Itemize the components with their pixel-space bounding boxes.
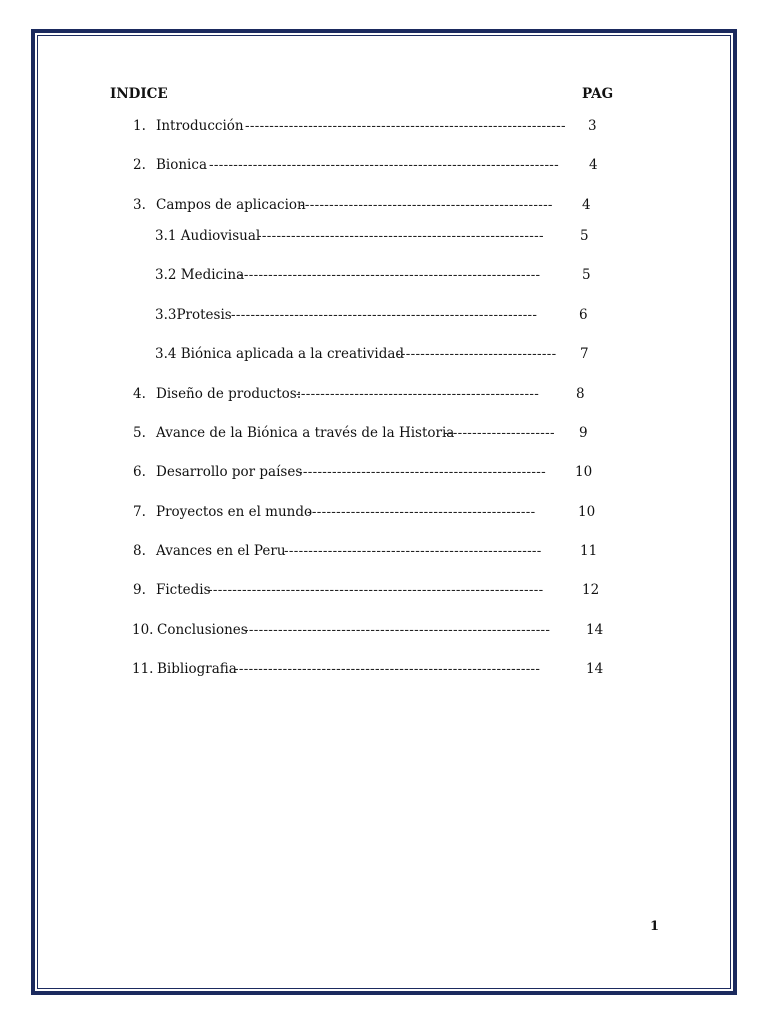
toc-entry-title: Desarrollo por países bbox=[156, 464, 303, 480]
toc-entry-title: Campos de aplicacion bbox=[156, 197, 306, 213]
toc-dot-leader: --------------------------------------------------- bbox=[298, 464, 546, 480]
toc-page-number: 7 bbox=[580, 346, 589, 362]
toc-page-number: 5 bbox=[580, 228, 589, 244]
toc-entry-9[interactable] bbox=[0, 582, 768, 602]
toc-entry-number: 1. bbox=[133, 118, 146, 134]
toc-dot-leader: ---------------------------------------------------- bbox=[300, 197, 553, 213]
toc-page-number: 14 bbox=[586, 622, 604, 638]
toc-entry-3-3[interactable] bbox=[0, 307, 768, 327]
toc-dot-leader: ----------------------- bbox=[443, 425, 555, 441]
toc-entry-1[interactable] bbox=[0, 118, 768, 138]
toc-dot-leader: --------------------------------------------------------------------- bbox=[208, 582, 544, 598]
toc-dot-leader: ------------------------------------------------------------------ bbox=[245, 118, 566, 134]
toc-entry-11[interactable] bbox=[0, 661, 768, 681]
toc-dot-leader: -------------------------------------------------------------- bbox=[239, 267, 541, 283]
toc-entry-title: Introducción bbox=[156, 118, 244, 134]
toc-page-number: 5 bbox=[582, 267, 591, 283]
toc-entry-8[interactable] bbox=[0, 543, 768, 563]
toc-page-number: 6 bbox=[579, 307, 588, 323]
toc-entry-number: 5. bbox=[133, 425, 146, 441]
toc-entry-number: 10. bbox=[132, 622, 154, 638]
toc-entry-title: 3.4 Biónica aplicada a la creatividad bbox=[155, 346, 405, 362]
toc-entry-title: Conclusiones bbox=[157, 622, 248, 638]
toc-dot-leader: --------------------------------- bbox=[396, 346, 557, 362]
toc-entry-number: 7. bbox=[133, 504, 146, 520]
toc-entry-number: 3. bbox=[133, 197, 146, 213]
toc-page-number: 4 bbox=[582, 197, 591, 213]
toc-page-number: 10 bbox=[575, 464, 593, 480]
toc-page-number: 4 bbox=[589, 157, 598, 173]
toc-entry-title: Bionica bbox=[156, 157, 207, 173]
toc-dot-leader: --------------------------------------------------------------- bbox=[231, 307, 538, 323]
toc-dot-leader: -------------------------------------------------- bbox=[296, 386, 540, 402]
page-footer-number: 1 bbox=[650, 919, 660, 934]
toc-entry-title: 3.1 Audiovisual bbox=[155, 228, 261, 244]
toc-page-number: 10 bbox=[578, 504, 596, 520]
toc-page-number: 14 bbox=[586, 661, 604, 677]
toc-entry-3-2[interactable] bbox=[0, 267, 768, 287]
toc-entry-number: 8. bbox=[133, 543, 146, 559]
toc-entry-3-4[interactable] bbox=[0, 346, 768, 366]
toc-entry-number: 11. bbox=[132, 661, 154, 677]
toc-page-number: 12 bbox=[582, 582, 600, 598]
index-heading: INDICE bbox=[110, 86, 168, 102]
toc-dot-leader: ------------------------------------------------------------------------ bbox=[209, 157, 560, 173]
toc-dot-leader: ----------------------------------------------------------- bbox=[257, 228, 544, 244]
toc-entry-title: Diseño de productos: bbox=[156, 386, 302, 402]
toc-dot-leader: ----------------------------------------------------- bbox=[284, 543, 542, 559]
toc-entry-number: 4. bbox=[133, 386, 146, 402]
toc-entry-7[interactable] bbox=[0, 504, 768, 524]
toc-entry-number: 9. bbox=[133, 582, 146, 598]
toc-entry-title: Avance de la Biónica a través de la Historia bbox=[156, 425, 455, 441]
toc-dot-leader: --------------------------------------------------------------- bbox=[244, 622, 551, 638]
toc-page-number: 3 bbox=[588, 118, 597, 134]
toc-entry-2[interactable] bbox=[0, 157, 768, 177]
toc-entry-10[interactable] bbox=[0, 622, 768, 642]
toc-entry-3[interactable] bbox=[0, 197, 768, 217]
toc-dot-leader: --------------------------------------------------------------- bbox=[234, 661, 541, 677]
toc-entry-number: 6. bbox=[133, 464, 146, 480]
toc-page-number: 8 bbox=[576, 386, 585, 402]
toc-entry-title: 3.3Protesis bbox=[155, 307, 232, 323]
page-column-heading: PAG bbox=[582, 86, 614, 102]
toc-entry-3-1[interactable] bbox=[0, 228, 768, 248]
toc-entry-4[interactable] bbox=[0, 386, 768, 406]
toc-page-number: 11 bbox=[580, 543, 598, 559]
toc-entry-title: 3.2 Medicina bbox=[155, 267, 245, 283]
toc-page-number: 9 bbox=[579, 425, 588, 441]
toc-entry-5[interactable] bbox=[0, 425, 768, 445]
toc-entry-title: Bibliografia bbox=[157, 661, 237, 677]
toc-entry-6[interactable] bbox=[0, 464, 768, 484]
toc-entry-title: Proyectos en el mundo bbox=[156, 504, 313, 520]
toc-entry-title: Fictedis bbox=[156, 582, 211, 598]
toc-entry-number: 2. bbox=[133, 157, 146, 173]
toc-dot-leader: ----------------------------------------------- bbox=[307, 504, 536, 520]
toc-entry-title: Avances en el Peru bbox=[156, 543, 286, 559]
